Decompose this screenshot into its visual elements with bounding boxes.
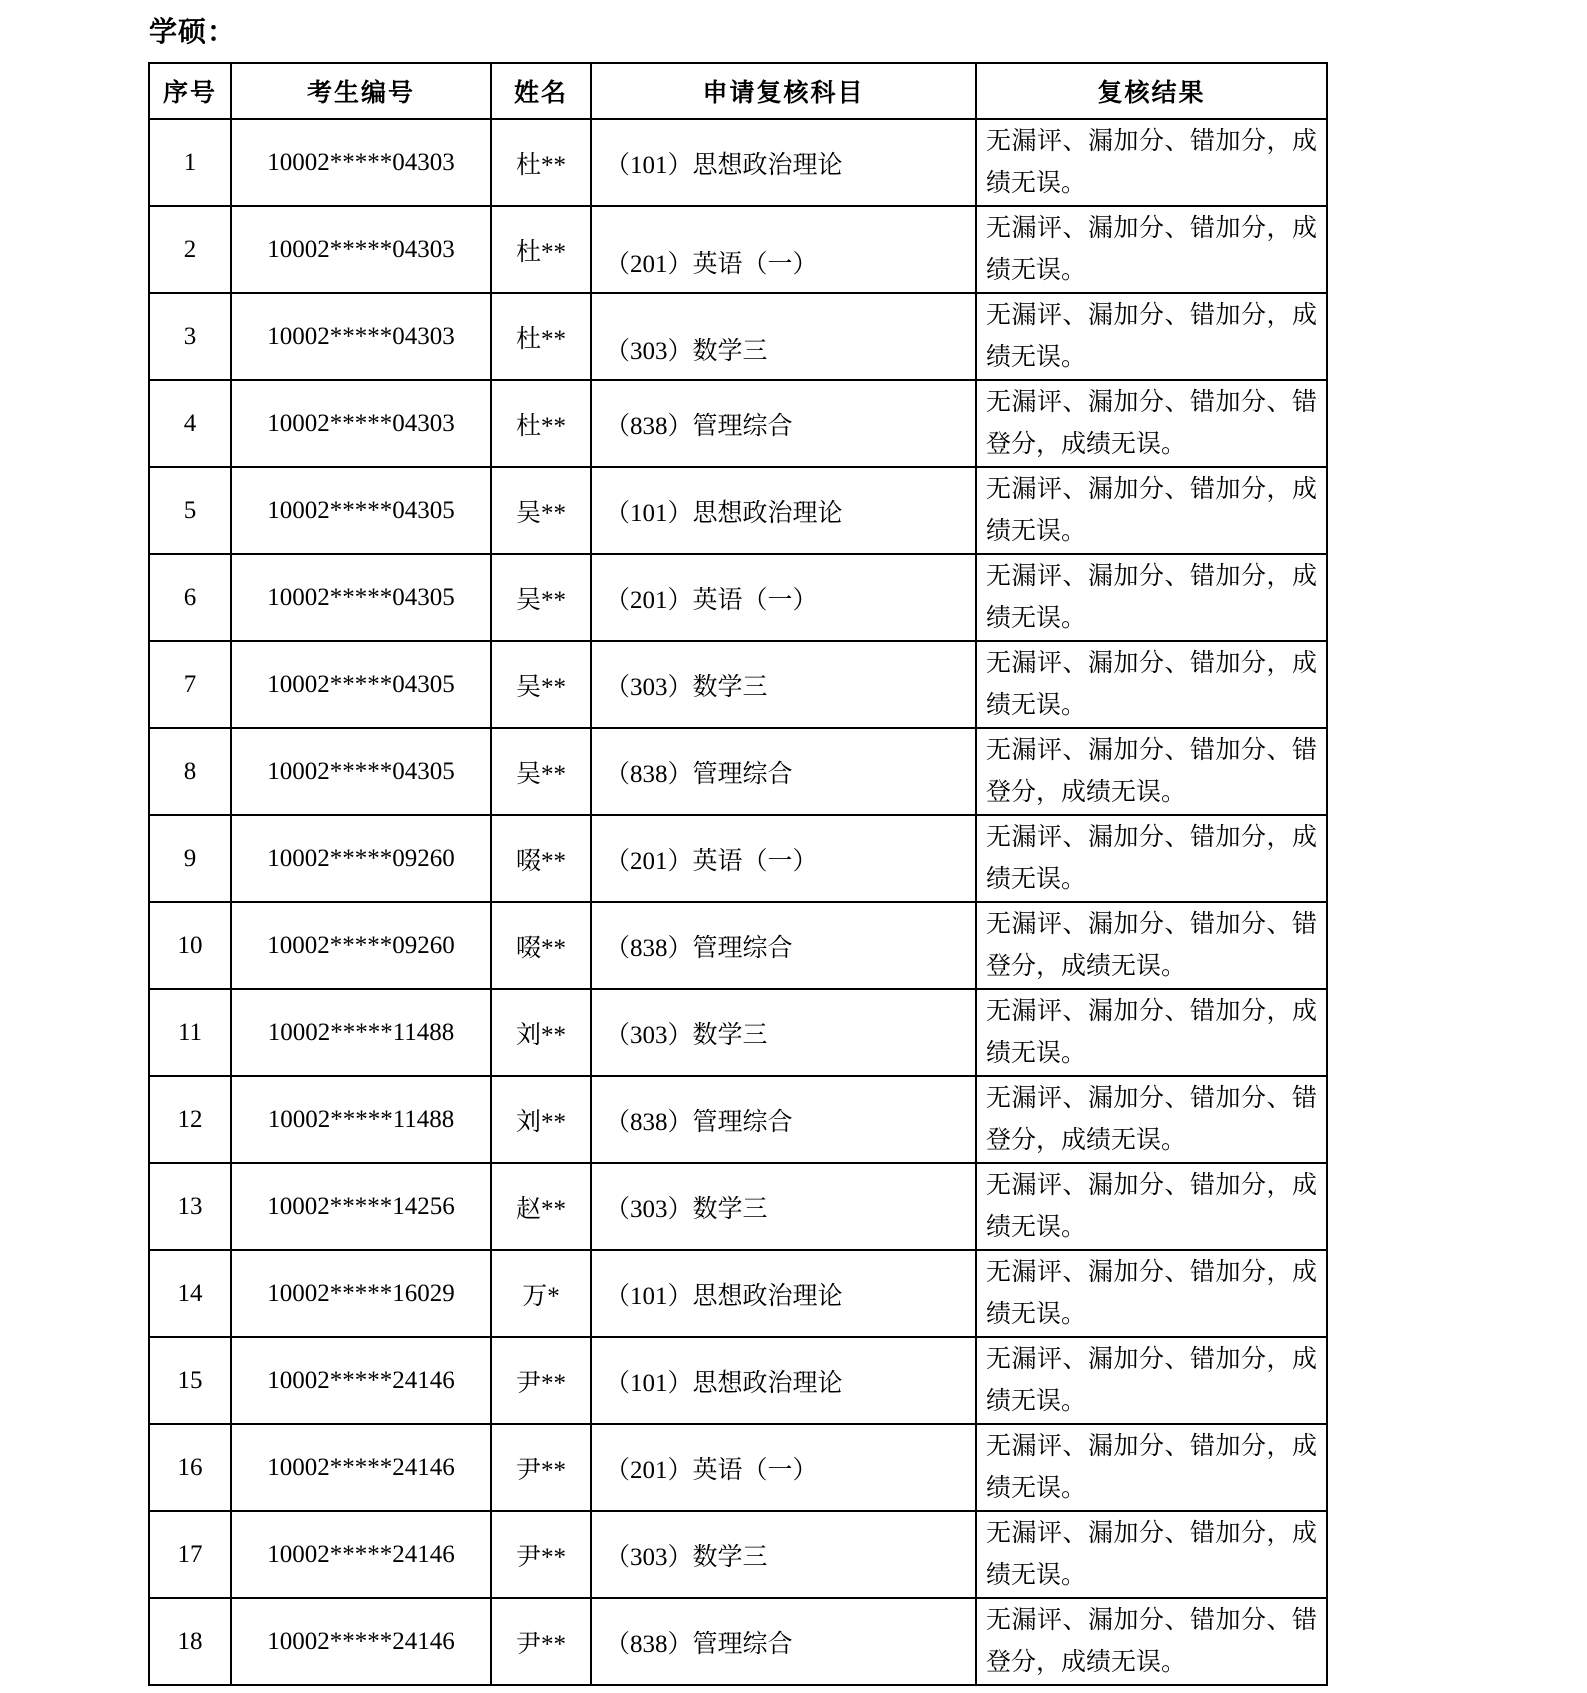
cell-name: 吴** — [491, 728, 591, 815]
cell-candidate-id: 10002*****09260 — [231, 902, 491, 989]
table-row — [149, 1511, 1327, 1598]
col-header-subject: 申请复核科目 — [591, 63, 976, 119]
cell-review-result: 无漏评、漏加分、错加分，成绩无误。 — [976, 293, 1327, 380]
cell-name: 啜** — [491, 902, 591, 989]
cell-candidate-id: 10002*****04303 — [231, 380, 491, 467]
cell-candidate-id: 10002*****04305 — [231, 728, 491, 815]
cell-candidate-id: 10002*****04303 — [231, 293, 491, 380]
cell-candidate-id: 10002*****11488 — [231, 1076, 491, 1163]
cell-serial-number: 5 — [149, 467, 231, 554]
cell-review-subject: （101）思想政治理论 — [591, 467, 976, 554]
cell-review-subject: （303）数学三 — [591, 1163, 976, 1250]
cell-review-subject: （101）思想政治理论 — [591, 119, 976, 206]
cell-candidate-id: 10002*****16029 — [231, 1250, 491, 1337]
cell-review-result: 无漏评、漏加分、错加分，成绩无误。 — [976, 467, 1327, 554]
table-row — [149, 902, 1327, 989]
cell-review-subject: （838）管理综合 — [591, 728, 976, 815]
table-row — [149, 119, 1327, 206]
cell-serial-number: 15 — [149, 1337, 231, 1424]
cell-review-result: 无漏评、漏加分、错加分、错登分，成绩无误。 — [976, 1598, 1327, 1685]
cell-review-result: 无漏评、漏加分、错加分，成绩无误。 — [976, 1250, 1327, 1337]
cell-review-result: 无漏评、漏加分、错加分、错登分，成绩无误。 — [976, 728, 1327, 815]
table-row — [149, 641, 1327, 728]
cell-name: 吴** — [491, 467, 591, 554]
score-review-table — [148, 62, 1328, 1686]
cell-serial-number: 7 — [149, 641, 231, 728]
cell-candidate-id: 10002*****14256 — [231, 1163, 491, 1250]
cell-review-result: 无漏评、漏加分、错加分，成绩无误。 — [976, 1337, 1327, 1424]
cell-review-subject: （838）管理综合 — [591, 1076, 976, 1163]
cell-candidate-id: 10002*****24146 — [231, 1337, 491, 1424]
cell-serial-number: 12 — [149, 1076, 231, 1163]
table-row — [149, 1250, 1327, 1337]
table-row — [149, 554, 1327, 641]
cell-review-result: 无漏评、漏加分、错加分，成绩无误。 — [976, 119, 1327, 206]
col-header-no: 序号 — [149, 63, 231, 119]
cell-serial-number: 13 — [149, 1163, 231, 1250]
cell-review-result: 无漏评、漏加分、错加分，成绩无误。 — [976, 206, 1327, 293]
cell-review-result: 无漏评、漏加分、错加分，成绩无误。 — [976, 554, 1327, 641]
cell-name: 尹** — [491, 1424, 591, 1511]
table-row — [149, 728, 1327, 815]
cell-serial-number: 6 — [149, 554, 231, 641]
cell-name: 杜** — [491, 119, 591, 206]
cell-serial-number: 9 — [149, 815, 231, 902]
cell-review-result: 无漏评、漏加分、错加分，成绩无误。 — [976, 1511, 1327, 1598]
col-header-candidate-id: 考生编号 — [231, 63, 491, 119]
cell-serial-number: 14 — [149, 1250, 231, 1337]
cell-review-subject: （303）数学三 — [591, 293, 976, 380]
table-row — [149, 989, 1327, 1076]
cell-review-subject: （201）英语（一） — [591, 815, 976, 902]
cell-candidate-id: 10002*****09260 — [231, 815, 491, 902]
cell-serial-number: 10 — [149, 902, 231, 989]
cell-candidate-id: 10002*****04305 — [231, 641, 491, 728]
cell-name: 尹** — [491, 1337, 591, 1424]
cell-review-subject: （303）数学三 — [591, 989, 976, 1076]
table-row — [149, 380, 1327, 467]
cell-review-result: 无漏评、漏加分、错加分，成绩无误。 — [976, 1424, 1327, 1511]
cell-name: 刘** — [491, 1076, 591, 1163]
cell-serial-number: 8 — [149, 728, 231, 815]
cell-name: 尹** — [491, 1511, 591, 1598]
cell-name: 杜** — [491, 206, 591, 293]
cell-review-subject: （101）思想政治理论 — [591, 1250, 976, 1337]
table-row — [149, 293, 1327, 380]
cell-review-subject: （838）管理综合 — [591, 380, 976, 467]
cell-serial-number: 2 — [149, 206, 231, 293]
section-title: 学硕： — [149, 17, 237, 48]
cell-review-subject: （201）英语（一） — [591, 206, 976, 293]
cell-serial-number: 16 — [149, 1424, 231, 1511]
cell-review-subject: （838）管理综合 — [591, 902, 976, 989]
cell-candidate-id: 10002*****04305 — [231, 554, 491, 641]
cell-review-subject: （303）数学三 — [591, 1511, 976, 1598]
cell-name: 刘** — [491, 989, 591, 1076]
cell-review-subject: （838）管理综合 — [591, 1598, 976, 1685]
cell-name: 杜** — [491, 293, 591, 380]
cell-name: 赵** — [491, 1163, 591, 1250]
table-body — [149, 119, 1327, 1685]
cell-candidate-id: 10002*****11488 — [231, 989, 491, 1076]
col-header-name: 姓名 — [491, 63, 591, 119]
table-row — [149, 1337, 1327, 1424]
cell-review-result: 无漏评、漏加分、错加分，成绩无误。 — [976, 815, 1327, 902]
cell-review-subject: （303）数学三 — [591, 641, 976, 728]
table-row — [149, 815, 1327, 902]
table-row — [149, 1076, 1327, 1163]
table-row — [149, 206, 1327, 293]
cell-review-result: 无漏评、漏加分、错加分、错登分，成绩无误。 — [976, 1076, 1327, 1163]
cell-review-result: 无漏评、漏加分、错加分，成绩无误。 — [976, 989, 1327, 1076]
cell-candidate-id: 10002*****24146 — [231, 1511, 491, 1598]
table-row — [149, 1163, 1327, 1250]
table-row — [149, 1598, 1327, 1685]
cell-review-subject: （101）思想政治理论 — [591, 1337, 976, 1424]
cell-serial-number: 17 — [149, 1511, 231, 1598]
cell-candidate-id: 10002*****24146 — [231, 1424, 491, 1511]
cell-review-subject: （201）英语（一） — [591, 1424, 976, 1511]
cell-review-result: 无漏评、漏加分、错加分、错登分，成绩无误。 — [976, 380, 1327, 467]
cell-name: 尹** — [491, 1598, 591, 1685]
cell-serial-number: 4 — [149, 380, 231, 467]
cell-serial-number: 18 — [149, 1598, 231, 1685]
col-header-result: 复核结果 — [976, 63, 1327, 119]
cell-candidate-id: 10002*****24146 — [231, 1598, 491, 1685]
cell-name: 吴** — [491, 641, 591, 728]
cell-serial-number: 11 — [149, 989, 231, 1076]
table-row — [149, 1424, 1327, 1511]
table-row — [149, 467, 1327, 554]
cell-name: 吴** — [491, 554, 591, 641]
cell-name: 啜** — [491, 815, 591, 902]
table-header-row — [149, 63, 1327, 119]
cell-candidate-id: 10002*****04303 — [231, 119, 491, 206]
cell-review-result: 无漏评、漏加分、错加分、错登分，成绩无误。 — [976, 902, 1327, 989]
cell-serial-number: 3 — [149, 293, 231, 380]
cell-name: 杜** — [491, 380, 591, 467]
cell-candidate-id: 10002*****04303 — [231, 206, 491, 293]
cell-name: 万* — [491, 1250, 591, 1337]
cell-review-result: 无漏评、漏加分、错加分，成绩无误。 — [976, 641, 1327, 728]
cell-review-subject: （201）英语（一） — [591, 554, 976, 641]
cell-candidate-id: 10002*****04305 — [231, 467, 491, 554]
cell-serial-number: 1 — [149, 119, 231, 206]
cell-review-result: 无漏评、漏加分、错加分，成绩无误。 — [976, 1163, 1327, 1250]
